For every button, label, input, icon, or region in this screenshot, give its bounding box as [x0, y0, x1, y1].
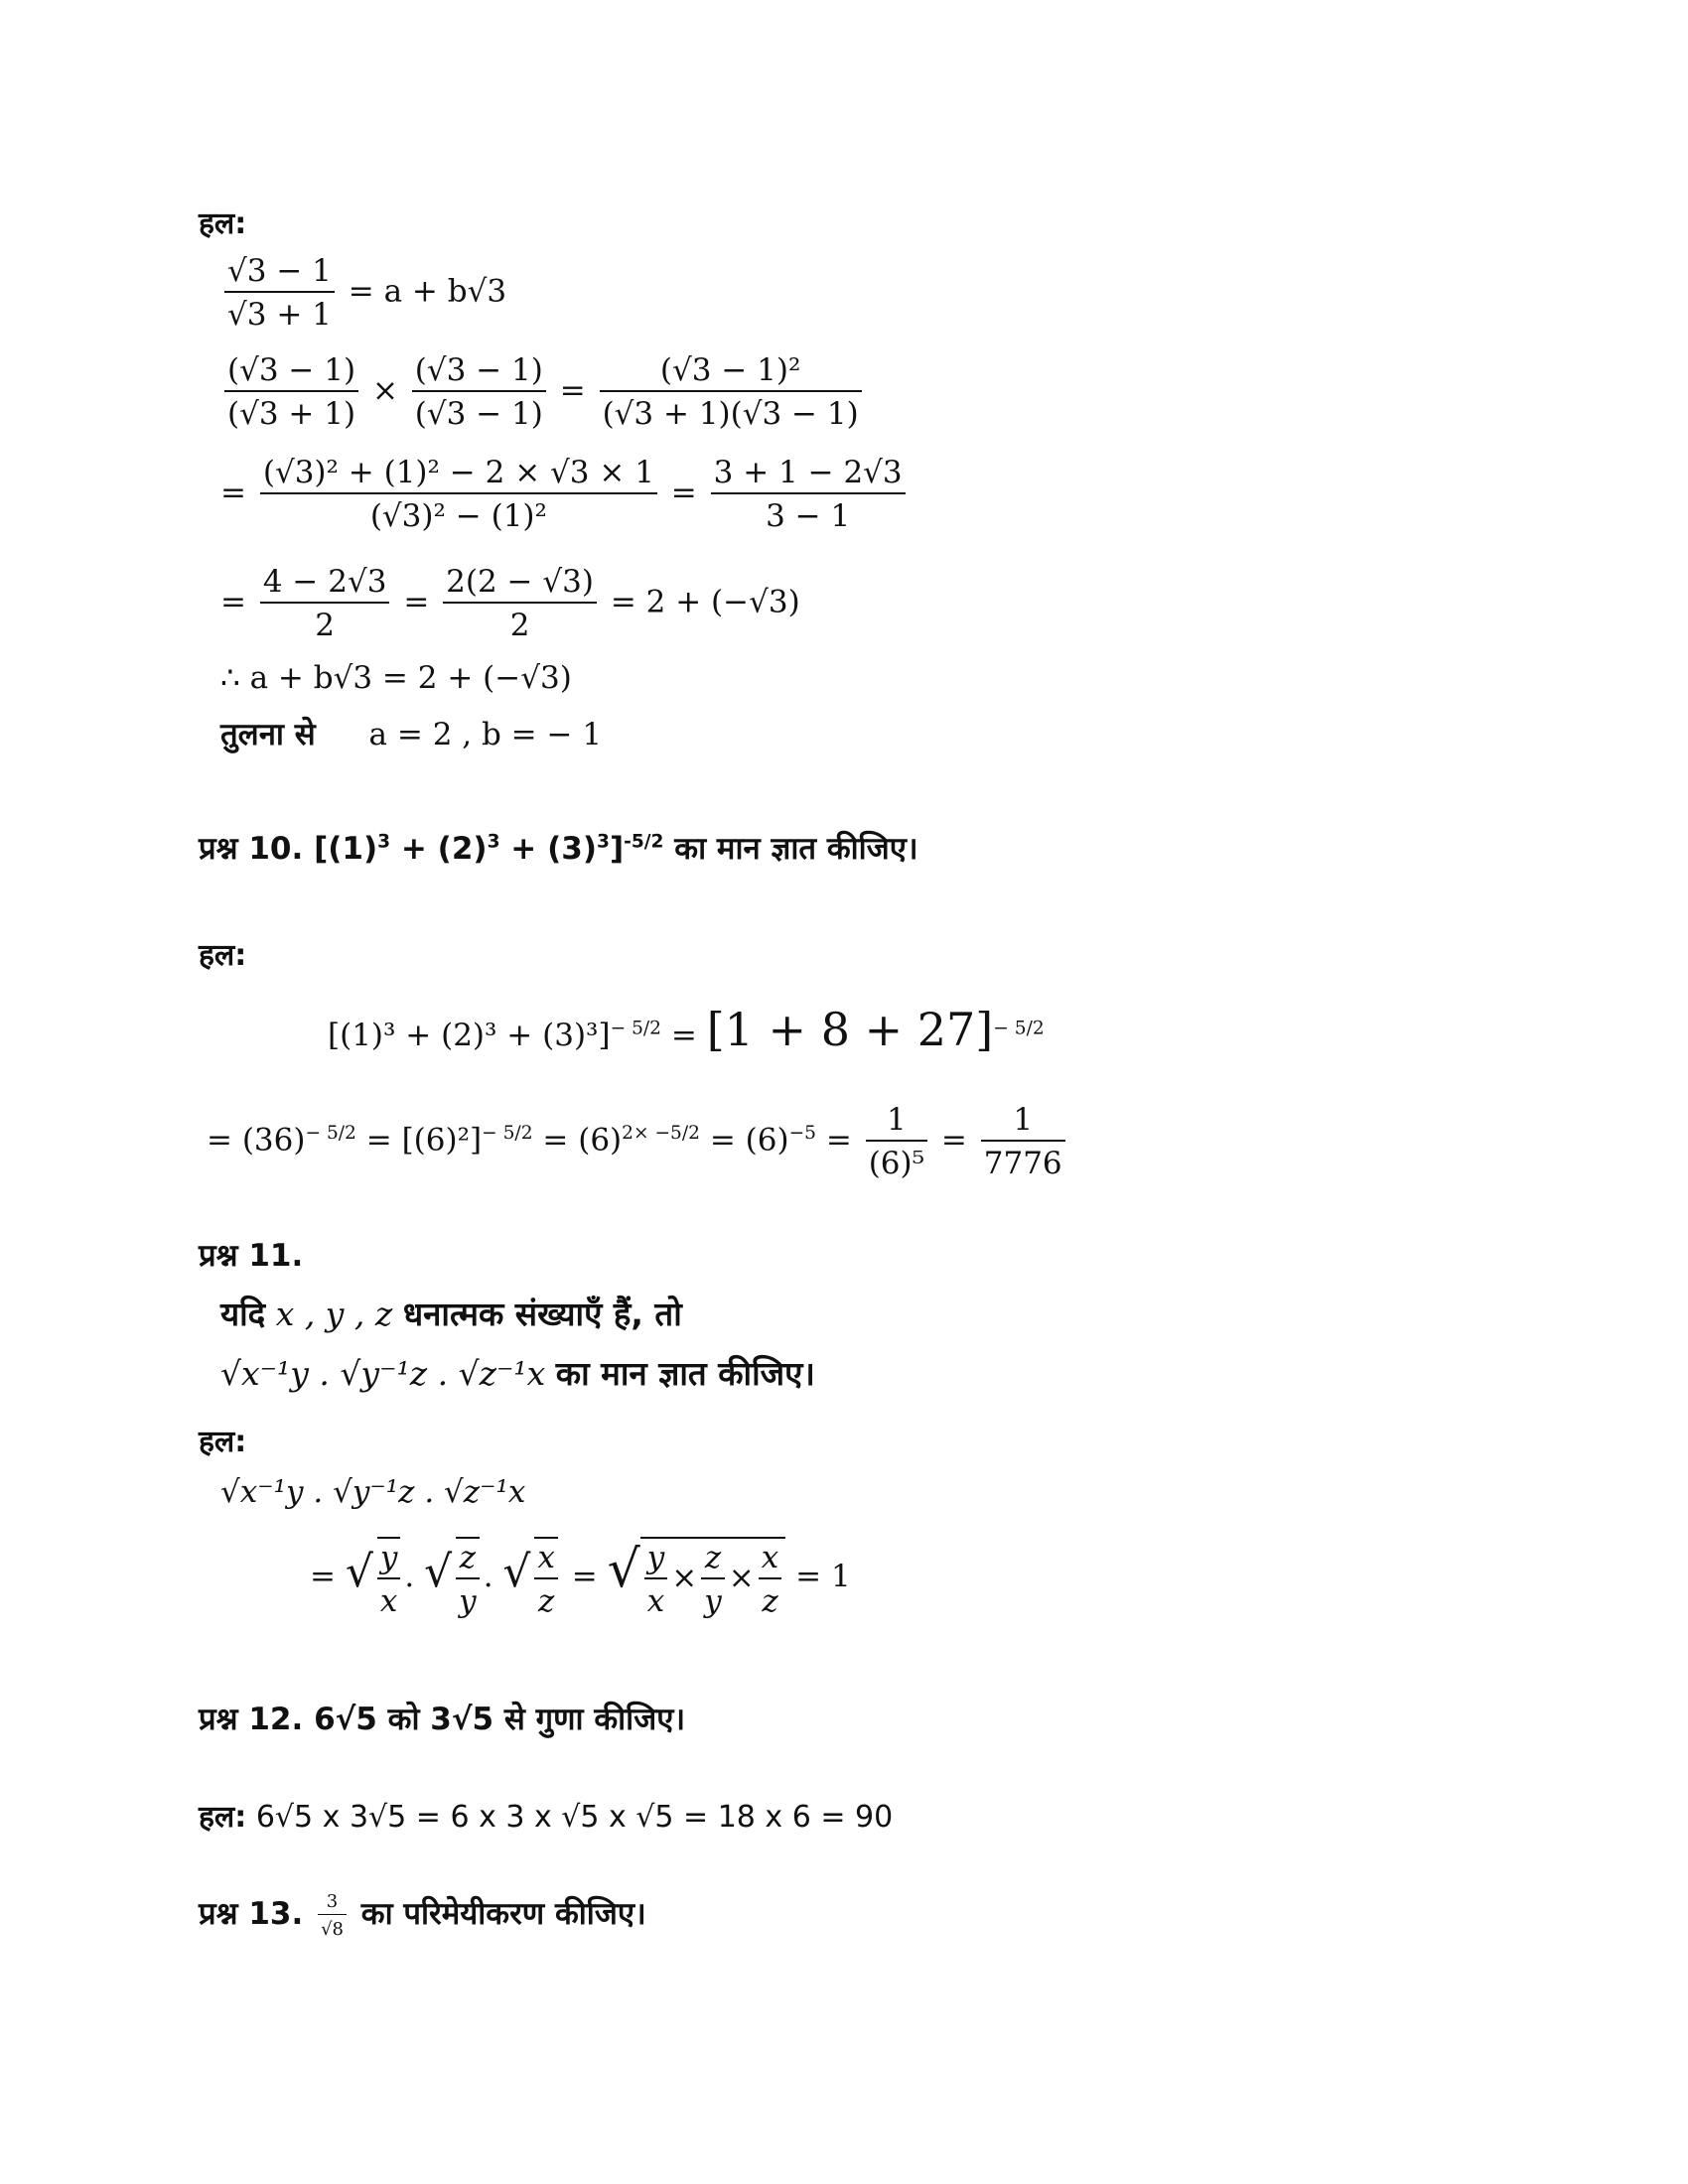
result: = 1: [795, 1559, 851, 1594]
frac-den: (√3 − 1): [414, 396, 543, 432]
expr: = (6): [542, 1122, 623, 1159]
result: a = 2 , b = − 1: [368, 717, 603, 752]
equals: =: [571, 1559, 598, 1594]
question-11-label: प्रश्न 11.: [199, 1238, 304, 1274]
q9-step-5: ∴ a + b√3 = 2 + (−√3): [220, 660, 572, 696]
equals: =: [310, 1559, 336, 1594]
frac-num: √3 − 1: [224, 253, 335, 293]
text: यदि: [220, 1295, 266, 1333]
q10-step-1: [328, 1003, 1045, 1056]
frac-num: z: [456, 1540, 480, 1579]
frac-num: 2(2 − √3): [443, 564, 597, 604]
expr: = (6): [709, 1122, 789, 1159]
frac-den: 7776: [983, 1146, 1062, 1181]
frac-den: (6)⁵: [868, 1146, 925, 1181]
solution-label-q10: हल:: [199, 938, 247, 973]
frac-num: x: [759, 1540, 781, 1579]
exponent: − 5/2: [993, 1018, 1045, 1039]
q9-step-2: [220, 352, 866, 432]
question-expr: [314, 831, 663, 867]
expr: = [(6)²]: [365, 1122, 483, 1159]
frac-num: z: [701, 1540, 725, 1579]
equals: =: [559, 372, 586, 409]
rhs: = a + b√3: [348, 273, 507, 310]
sqrt-sign: √: [502, 1547, 531, 1597]
exponent: -5/2: [624, 831, 664, 853]
frac-den: 3 − 1: [766, 498, 851, 534]
sqrt-body: $\frac{y}{x}$ × $\frac{z}{y}$ × $\frac{x}{z}$: [640, 1537, 785, 1619]
expr: = (36): [207, 1122, 306, 1159]
equals: =: [670, 475, 697, 511]
equals: =: [825, 1122, 852, 1159]
frac-num: (√3 − 1): [412, 352, 546, 392]
frac-num: 3 + 1 − 2√3: [711, 455, 906, 494]
variables: x , y , z: [275, 1295, 393, 1333]
exponent: −5: [788, 1123, 816, 1145]
rhs: = 2 + (−√3): [610, 584, 800, 620]
exponent: 3: [377, 831, 391, 853]
sqrt-sign: √: [424, 1547, 453, 1597]
question-13: [199, 1891, 646, 1940]
exponent: − 5/2: [305, 1123, 356, 1145]
q11-step-1: √x⁻¹y . √y⁻¹z . √z⁻¹x: [220, 1474, 526, 1510]
frac-num: y: [377, 1540, 401, 1579]
frac-num: x: [534, 1540, 557, 1579]
question-text: 6√5 को 3√5 से गुणा कीजिए।: [314, 1702, 686, 1737]
exponent: − 5/2: [482, 1123, 533, 1145]
frac-den: (√3 + 1)(√3 − 1): [602, 396, 859, 432]
frac-num: y: [644, 1540, 668, 1579]
question-10: [199, 827, 918, 869]
frac-num: 3: [318, 1891, 347, 1915]
frac-num: (√3)² + (1)² − 2 × √3 × 1: [260, 455, 657, 494]
times-sign: ×: [371, 372, 398, 409]
equals: =: [940, 1122, 967, 1159]
expr: [(1)³ + (2)³ + (3)³]: [328, 1018, 611, 1053]
q9-step-1: [220, 253, 506, 333]
question-11-line-1: [220, 1291, 682, 1335]
text: का मान ज्ञात कीजिए।: [555, 1354, 815, 1393]
exponent: 3: [487, 831, 500, 853]
expr: [1 + 8 + 27]: [706, 1003, 994, 1056]
q9-step-3: [220, 455, 910, 534]
solution-label-q11: हल:: [199, 1425, 247, 1459]
frac-den: x: [646, 1583, 665, 1619]
equals: =: [220, 584, 246, 620]
q9-step-4: [220, 564, 800, 643]
frac-den: z: [762, 1583, 778, 1619]
frac-den: y: [704, 1583, 722, 1619]
frac-num: 1: [981, 1102, 1065, 1142]
frac-den: 2: [509, 608, 530, 643]
frac-den: √3 + 1: [227, 297, 332, 333]
equals: =: [403, 584, 430, 620]
q11-step-2: = √ $\frac{y}{x}$ . √ $\frac{z}{y}$ . √ $\frac{x}{z}$ = √ $\frac{y}{x}$ × $\frac{z}{y}$ × $\frac{x}{z}$ = 1: [310, 1537, 851, 1619]
frac-num: 4 − 2√3: [260, 564, 390, 604]
text: धनात्मक संख्याएँ हैं, तो: [402, 1295, 682, 1333]
question-label: प्रश्न 13.: [199, 1896, 304, 1932]
comparison-label: तुलना से: [220, 717, 316, 752]
frac-num: (√3 − 1)²: [600, 352, 862, 392]
question-label: प्रश्न 12.: [199, 1702, 304, 1737]
solution-label-q9: हल:: [199, 206, 247, 241]
exponent: − 5/2: [610, 1018, 661, 1039]
question-text: का परिमेयीकरण कीजिए।: [360, 1896, 646, 1932]
question-12: [199, 1698, 685, 1739]
expr: √x⁻¹y . √y⁻¹z . √z⁻¹x: [220, 1354, 546, 1393]
answer-12: [199, 1795, 893, 1836]
frac-den: 2: [315, 608, 336, 643]
fraction: [318, 1891, 347, 1940]
expr-part: ]: [609, 831, 625, 867]
expr-part: + (2): [390, 831, 488, 867]
frac-den: (√3)² − (1)²: [369, 498, 547, 534]
expr-part: + (3): [499, 831, 597, 867]
answer-text: 6√5 x 3√5 = 6 x 3 x √5 x √5 = 18 x 6 = 90: [255, 1800, 894, 1835]
exponent: 3: [596, 831, 610, 853]
question-11-line-2: [220, 1350, 815, 1395]
frac-num: 1: [866, 1102, 927, 1142]
frac-den: z: [538, 1583, 555, 1619]
frac-den: (√3 + 1): [227, 396, 356, 432]
sqrt-sign: √: [607, 1540, 640, 1599]
frac-den: x: [379, 1583, 398, 1619]
sqrt-sign: √: [345, 1547, 373, 1597]
frac-den: y: [459, 1583, 477, 1619]
exponent: 2× −5/2: [622, 1123, 700, 1145]
equals: =: [220, 475, 246, 511]
question-label: प्रश्न 10.: [199, 831, 304, 867]
question-text: का मान ज्ञात कीजिए।: [663, 831, 918, 867]
frac-num: (√3 − 1): [224, 352, 358, 392]
solution-label: हल:: [199, 1800, 247, 1835]
q9-step-6: [220, 713, 602, 754]
equals: =: [670, 1018, 697, 1053]
q10-step-2: [207, 1102, 1069, 1181]
expr-part: [(1): [314, 831, 378, 867]
frac-den: √8: [321, 1919, 344, 1940]
